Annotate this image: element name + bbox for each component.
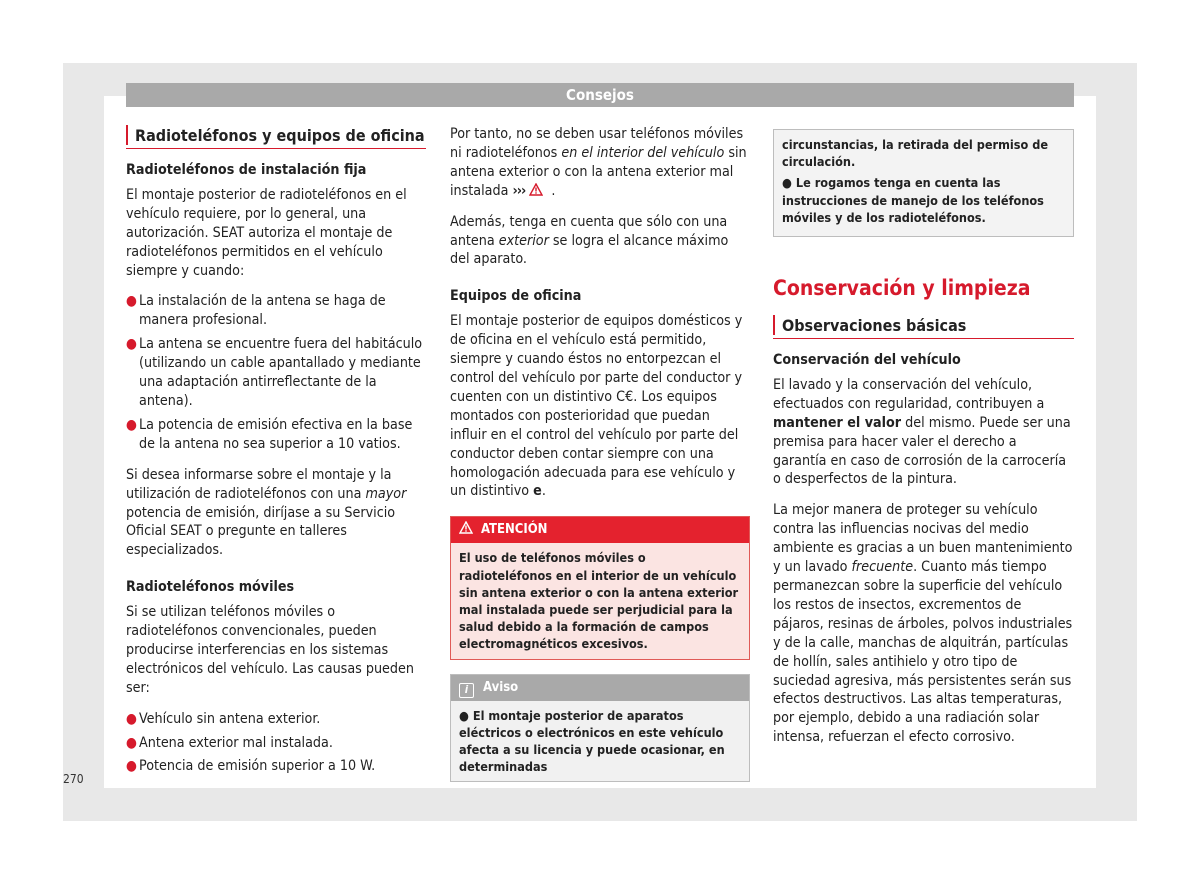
bullet-list-conditions — [126, 292, 426, 453]
ce-mark: C€ — [616, 388, 634, 405]
subheading-mobile-radios: Radioteléfonos móviles — [126, 579, 295, 596]
chapter-title: Conservación y limpieza — [773, 276, 1031, 301]
list-item: ● La instalación de la antena se haga de manera profesional. — [126, 293, 386, 329]
list-item: ● Vehículo sin antena exterior. — [126, 710, 321, 727]
paragraph-info: Si desea informarse sobre el montaje y la utilización de radioteléfonos con una mayor potencia de emisión, diríjase a su Servicio Oficial SEAT o pregunte en talleres especializados. — [126, 466, 407, 559]
bullet-list-causes — [126, 710, 426, 777]
warning-triangle-icon — [459, 521, 473, 534]
info-icon: i — [459, 683, 474, 698]
paragraph-antenna: Además, tenga en cuenta que sólo con una antena exterior se logra el alcance máximo del aparato. — [450, 213, 729, 268]
note-continuation-box — [773, 129, 1074, 237]
bullet-icon: ● — [126, 416, 137, 433]
note-bullet: ● Le rogamos tenga en cuenta las instrucciones de manejo de los teléfonos móviles y de los radioteléfonos. — [782, 175, 1044, 225]
subheading-office: Equipos de oficina — [450, 288, 582, 305]
column-left — [126, 125, 426, 788]
note-continued-text: circunstancias, la retirada del permiso de circulación. — [782, 137, 1049, 170]
bullet-icon: ● — [782, 175, 792, 191]
warning-text: El uso de teléfonos móviles o radioteléfonos en el interior de un vehículo sin antena exterior o con la antena exterior mal instalada puede ser perjudicial para la salud debido a la formación de campos electromagnéticos excesivos. — [459, 550, 739, 652]
list-item: ● Antena exterior mal instalada. — [126, 734, 333, 751]
page-number: 270 — [63, 772, 84, 786]
paragraph-care-2: La mejor manera de proteger su vehículo contra las influencias nocivas del medio ambiente es gracias a un buen mantenimiento y un lavado frecuente. Cuanto más tiempo permanezcan sobre la superficie del vehículo los restos de insectos, excrementos de pájaros, resinas de árboles, polvos industriales y de la calle, manchas de alquitrán, partículas de hollín, sales antihielo y otro tipo de suciedad agresiva, más persistentes serán sus efectos destructivos. Las altas temperaturas, por ejemplo, debido a una radiación solar intensa, refuerzan el efecto corrosivo. — [773, 502, 1073, 746]
bullet-icon: ● — [126, 734, 137, 751]
list-item: ● Potencia de emisión superior a 10 W. — [126, 758, 376, 775]
note-label: Aviso — [483, 679, 519, 695]
column-middle — [450, 125, 750, 782]
bullet-icon: ● — [126, 336, 137, 353]
paragraph-mobile-intro: Si se utilizan teléfonos móviles o radioteléfonos convencionales, pueden producirse interferencias en los sistemas electrónicos del vehículo. Las causas pueden ser: — [126, 604, 414, 696]
note-text: ● El montaje posterior de aparatos eléctricos o electrónicos en este vehículo afecta a su licencia y puede ocasionar, en determinadas — [459, 707, 725, 775]
list-item: ● La antena se encuentre fuera del habitáculo (utilizando un cable apantallado y mediante una adaptación antirreflectante de la antena). — [126, 336, 423, 409]
bullet-icon: ● — [459, 707, 469, 723]
subheading-care: Conservación del vehículo — [773, 352, 961, 369]
column-right — [773, 125, 1074, 759]
page-header: Consejos — [126, 83, 1074, 107]
paragraph-fixed-intro: El montaje posterior de radioteléfonos en el vehículo requiere, por lo general, una autorización. SEAT autoriza el montaje de radioteléfonos permitidos en el vehículo siempre y cuando: — [126, 186, 407, 279]
note-header — [451, 675, 749, 701]
list-item: ● La potencia de emisión efectiva en la base de la antena no sea superior a 10 vatios. — [126, 416, 413, 452]
bullet-icon: ● — [126, 758, 137, 775]
warning-triangle-icon — [529, 183, 543, 196]
paragraph-care-1: El lavado y la conservación del vehículo, efectuados con regularidad, contribuyen a mantener el valor del mismo. Puede ser una premisa para hacer valer el derecho a garantía en caso de corrosión de la carrocería o desperfectos de la pintura. — [773, 376, 1071, 488]
e-mark: e — [533, 483, 542, 500]
section-title: Radioteléfonos y equipos de oficina — [126, 125, 426, 149]
warning-box — [450, 516, 750, 659]
paragraph-office: El montaje posterior de equipos domésticos y de oficina en el vehículo está permitido, siempre y cuando éstos no entorpezcan el control del vehículo por parte del conductor y cuenten con un distintivo C€. Los equipos montados con posterioridad que puedan influir en el control del vehículo por parte del conductor deben contar siempre con una homologación adecuada para ese vehículo y un distintivo e. — [450, 313, 743, 500]
subheading-fixed-radios: Radioteléfonos de instalación fija — [126, 162, 367, 178]
section-title: Observaciones básicas — [773, 315, 1074, 339]
bullet-icon: ● — [126, 710, 137, 727]
warning-header — [451, 517, 749, 543]
warning-label: ATENCIÓN — [481, 522, 548, 538]
bullet-icon: ● — [126, 293, 137, 310]
paragraph-no-use: Por tanto, no se deben usar teléfonos móviles ni radioteléfonos en el interior del vehículo sin antena exterior o con la antena exterior mal instalada ››› . — [450, 126, 747, 199]
see-also-link[interactable]: ››› — [512, 182, 526, 199]
note-box — [450, 674, 750, 783]
